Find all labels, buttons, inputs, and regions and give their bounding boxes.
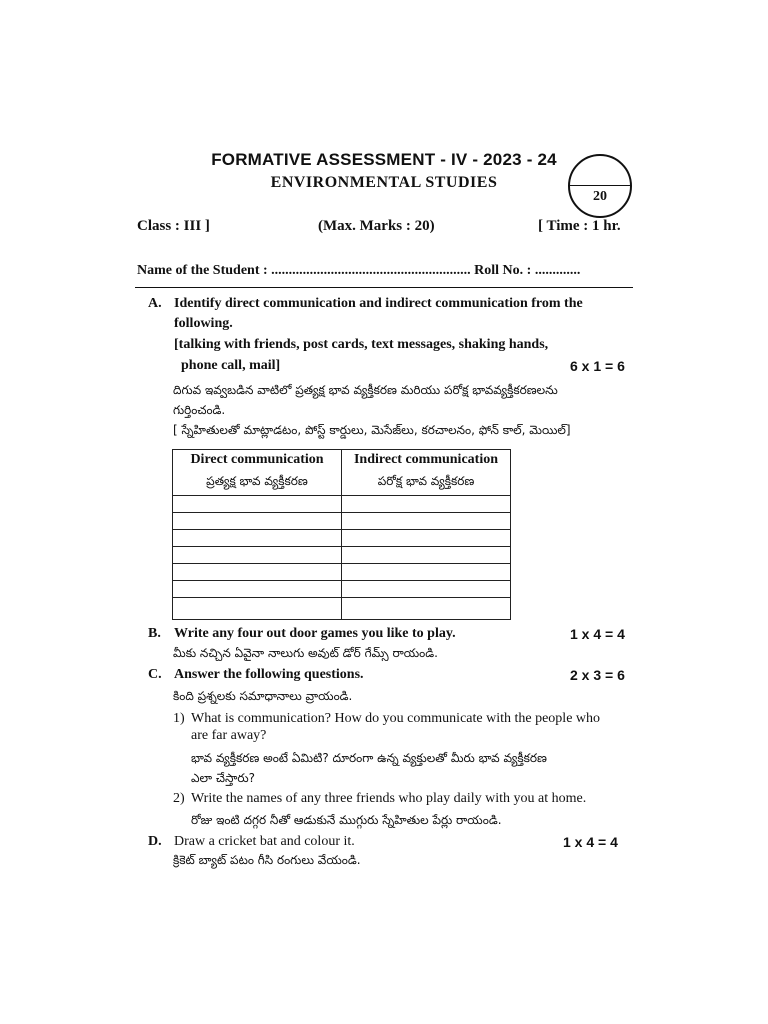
question-c-telugu: కింది ప్రశ్నలకు సమాధానాలు వ్రాయండి. (173, 689, 353, 703)
total-marks-value: 20 (593, 189, 607, 204)
student-name-roll-line: Name of the Student : ......................................................... Roll No. : ............. (137, 263, 581, 278)
answer-cell[interactable] (173, 496, 342, 513)
question-b-label: B. (148, 626, 161, 641)
answer-cell[interactable] (173, 564, 342, 581)
question-c1-line2: are far away? (191, 728, 267, 743)
answer-cell[interactable] (342, 496, 511, 513)
answer-cell[interactable] (342, 530, 511, 547)
question-a-line4: phone call, mail] (181, 358, 281, 373)
question-a-line2: following. (174, 316, 233, 331)
answer-cell[interactable] (173, 547, 342, 564)
question-c2-number: 2) (173, 791, 185, 806)
question-c1-telugu-line2: ఎలా చేస్తారు? (191, 771, 256, 785)
answer-cell[interactable] (342, 547, 511, 564)
question-d-text: Draw a cricket bat and colour it. (174, 834, 355, 849)
question-c1-number: 1) (173, 711, 185, 726)
table-row (173, 496, 511, 513)
question-a-telugu-line2: గుర్తించండి. (173, 403, 226, 417)
answer-cell[interactable] (342, 581, 511, 598)
question-c-label: C. (148, 667, 162, 682)
question-c-text: Answer the following questions. (174, 667, 364, 682)
table-row (173, 530, 511, 547)
subject-title: ENVIRONMENTAL STUDIES (270, 174, 498, 191)
question-b-telugu: మీకు నచ్చిన ఏవైనా నాలుగు అవుట్ డోర్ గేమ్స్ రాయండి. (173, 646, 438, 660)
answer-cell[interactable] (342, 598, 511, 620)
question-a-line3: [talking with friends, post cards, text messages, shaking hands, (174, 337, 549, 352)
question-b-text: Write any four out door games you like to play. (174, 626, 456, 641)
communication-table (172, 449, 511, 620)
question-d-marks: 1 x 4 = 4 (563, 834, 618, 850)
answer-cell[interactable] (173, 530, 342, 547)
direct-communication-telugu-header: ప్రత్యక్ష భావ వ్యక్తీకరణ (173, 470, 342, 496)
question-a-line1: Identify direct communication and indirect communication from the (174, 296, 583, 311)
total-marks-circle (568, 154, 632, 218)
assessment-title: FORMATIVE ASSESSMENT - IV - 2023 - 24 (211, 150, 557, 169)
table-row (173, 598, 511, 620)
answer-cell[interactable] (173, 581, 342, 598)
table-row (173, 547, 511, 564)
question-c2-telugu: రోజు ఇంటి దగ్గర నీతో ఆడుకునే ముగ్గురు స్నేహితుల పేర్లు రాయండి. (191, 813, 502, 827)
direct-communication-header: Direct communication (173, 450, 342, 471)
max-marks-label: (Max. Marks : 20) (318, 218, 435, 234)
question-c1-line1: What is communication? How do you communicate with the people who (191, 711, 601, 726)
time-label: [ Time : 1 hr. (538, 218, 621, 234)
question-c1-telugu-line1: భావ వ్యక్తీకరణ అంటే ఏమిటి? దూరంగా ఉన్న వ్యక్తులతో మీరు భావ వ్యక్తీకరణ (191, 751, 547, 765)
header-divider (135, 287, 633, 288)
question-d-telugu: క్రికెట్ బ్యాట్ పటం గీసి రంగులు వేయండి. (173, 853, 361, 867)
question-a-label: A. (148, 296, 162, 311)
marks-divider (570, 185, 630, 186)
indirect-communication-header: Indirect communication (342, 450, 511, 471)
question-c-marks: 2 x 3 = 6 (570, 667, 625, 683)
answer-cell[interactable] (342, 564, 511, 581)
question-c2-line1: Write the names of any three friends who play daily with you at home. (191, 791, 587, 806)
table-row (173, 513, 511, 530)
question-a-marks: 6 x 1 = 6 (570, 358, 625, 374)
question-b-marks: 1 x 4 = 4 (570, 626, 625, 642)
answer-cell[interactable] (173, 598, 342, 620)
table-row (173, 581, 511, 598)
question-d-label: D. (148, 834, 162, 849)
answer-cell[interactable] (342, 513, 511, 530)
question-a-telugu-line1: దిగువ ఇవ్వబడిన వాటిలో ప్రత్యక్ష భావ వ్యక్తీకరణ మరియు పరోక్ష భావవ్యక్తీకరణలను (173, 383, 558, 397)
question-a-telugu-line3: [ స్నేహితులతో మాట్లాడటం, పోస్ట్ కార్డులు, మెసేజ్‌లు, కరచాలనం, ఫోన్ కాల్, మెయిల్] (173, 423, 571, 437)
answer-cell[interactable] (173, 513, 342, 530)
class-label: Class : III ] (137, 218, 210, 234)
indirect-communication-telugu-header: పరోక్ష భావ వ్యక్తీకరణ (342, 470, 511, 496)
table-row (173, 564, 511, 581)
